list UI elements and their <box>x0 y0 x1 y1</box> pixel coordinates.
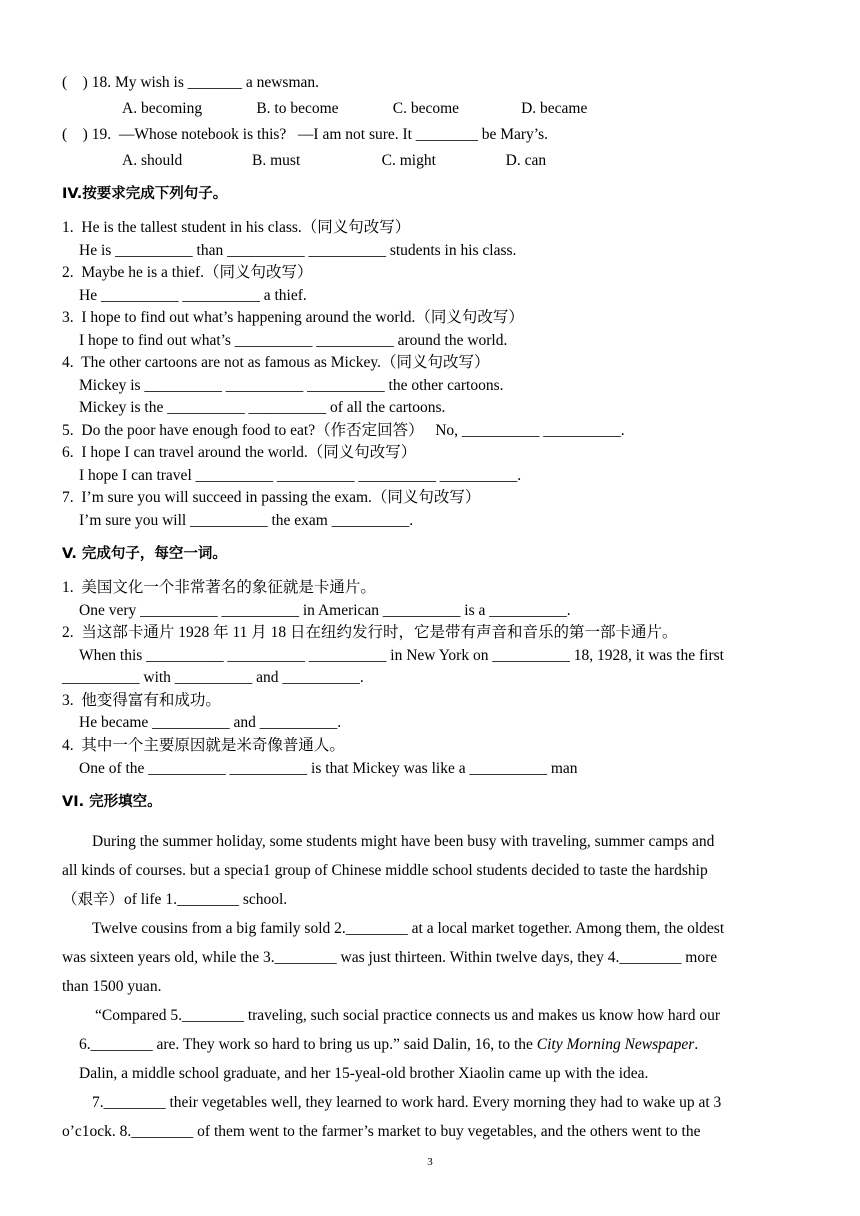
cloze-line-7: “Compared 5.________ traveling, such social practice connects us and makes us know how hard our <box>95 1007 721 1024</box>
section-iv-heading: IV.按要求完成下列句子。 <box>62 186 228 202</box>
q18-options: A. becoming B. to become C. become D. became <box>122 100 588 117</box>
iv-item-7: 7. I’m sure you will succeed in passing the exam.（同义句改写） <box>62 489 481 506</box>
cloze-line-11: o’c1ock. 8.________ of them went to the farmer’s market to buy vegetables, and the others went to the <box>62 1123 701 1140</box>
cloze-line-8 <box>79 1035 698 1055</box>
v-item-2-answer-b: __________ with __________ and __________. <box>62 669 364 686</box>
q19-options: A. should B. must C. might D. can <box>122 152 547 169</box>
v-item-4: 4. 其中一个主要原因就是米奇像普通人。 <box>62 737 345 754</box>
cloze-line-8-end: . <box>694 1036 699 1053</box>
cloze-line-3: （艰辛）of life 1.________ school. <box>62 891 288 908</box>
cloze-line-8-text: 6.________ are. They work so hard to bring us up.” said Dalin, 16, to the <box>79 1036 537 1053</box>
iv-item-1-answer: He is __________ than __________ __________ students in his class. <box>79 242 517 259</box>
iv-item-3: 3. I hope to find out what’s happening around the world.（同义句改写） <box>62 309 524 326</box>
iv-item-4-answer-b: Mickey is the __________ __________ of all the cartoons. <box>79 399 446 416</box>
iv-item-7-answer: I’m sure you will __________ the exam __________. <box>79 512 414 529</box>
v-item-2: 2. 当这部卡通片 1928 年 11 月 18 日在纽约发行时，它是带有声音和音乐的第一部卡通片。 <box>62 624 678 641</box>
v-item-2-answer-a: When this __________ __________ __________ in New York on __________ 18, 1928, it was the first <box>79 647 724 664</box>
cloze-line-10: 7.________ their vegetables well, they learned to work hard. Every morning they had to wake up at 3 <box>92 1094 722 1111</box>
v-item-1: 1. 美国文化一个非常著名的象征就是卡通片。 <box>62 579 376 596</box>
q19-line: ( ) 19. —Whose notebook is this? —I am not sure. It ________ be Mary’s. <box>62 126 549 143</box>
iv-item-6-answer: I hope I can travel __________ __________ __________ __________. <box>79 467 522 484</box>
iv-item-5: 5. Do the poor have enough food to eat?（作否定回答） No, __________ __________. <box>62 422 625 439</box>
cloze-line-2: all kinds of courses. but a specia1 group of Chinese middle school students decided to taste the hardship <box>62 862 708 879</box>
section-vi-heading: VI. 完形填空。 <box>62 794 162 810</box>
v-item-1-answer: One very __________ __________ in American __________ is a __________. <box>79 602 571 619</box>
section-v-heading: V. 完成句子，每空一词。 <box>62 546 227 562</box>
cloze-line-4: Twelve cousins from a big family sold 2.________ at a local market together. Among them, the oldest <box>92 920 725 937</box>
page-number: 3 <box>427 1156 433 1168</box>
newspaper-title: City Morning Newspaper <box>536 1036 695 1053</box>
iv-item-1: 1. He is the tallest student in his class.（同义句改写） <box>62 219 411 236</box>
iv-item-4-answer-a: Mickey is __________ __________ __________ the other cartoons. <box>79 377 504 394</box>
cloze-line-9: Dalin, a middle school graduate, and her 15-yeal-old brother Xiaolin came up with the idea. <box>79 1065 649 1082</box>
iv-item-6: 6. I hope I can travel around the world.（同义句改写） <box>62 444 417 461</box>
v-item-3-answer: He became __________ and __________. <box>79 714 342 731</box>
cloze-line-1: During the summer holiday, some students might have been busy with traveling, summer camps and <box>92 833 715 850</box>
v-item-4-answer: One of the __________ __________ is that Mickey was like a __________ man <box>79 760 578 777</box>
cloze-line-6: than 1500 yuan. <box>62 978 162 995</box>
q18-line: ( ) 18. My wish is _______ a newsman. <box>62 74 320 91</box>
iv-item-2: 2. Maybe he is a thief.（同义句改写） <box>62 264 313 281</box>
iv-item-3-answer: I hope to find out what’s __________ __________ around the world. <box>79 332 508 349</box>
iv-item-4: 4. The other cartoons are not as famous as Mickey.（同义句改写） <box>62 354 490 371</box>
v-item-3: 3. 他变得富有和成功。 <box>62 692 221 709</box>
cloze-line-5: was sixteen years old, while the 3.________ was just thirteen. Within twelve days, they 4.________ more <box>62 949 718 966</box>
iv-item-2-answer: He __________ __________ a thief. <box>79 287 307 304</box>
